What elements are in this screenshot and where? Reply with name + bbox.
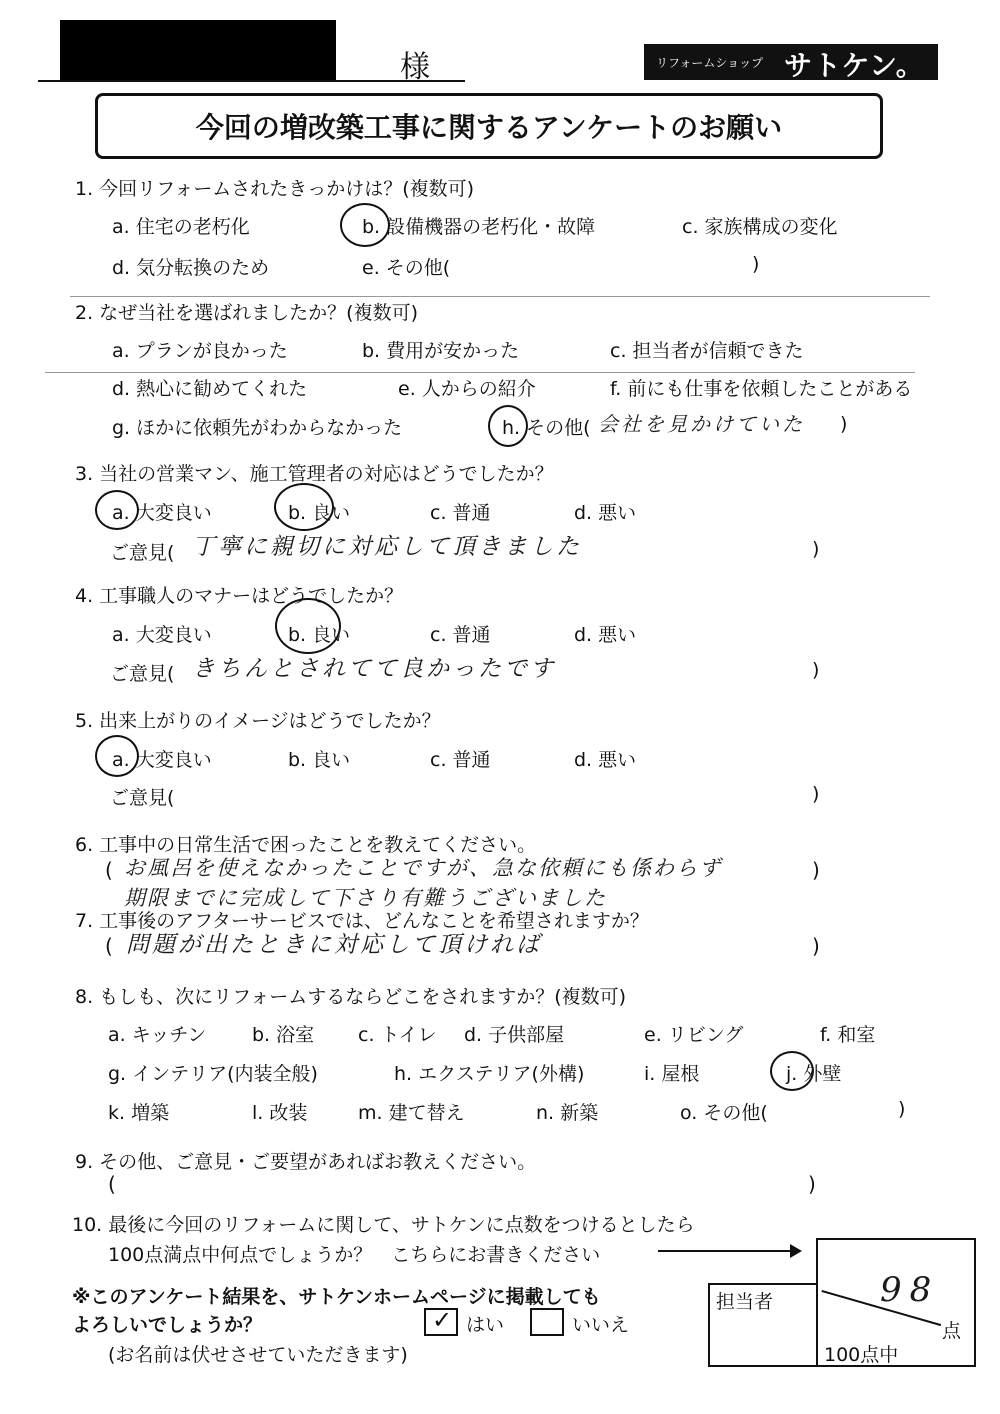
q2-option-g[interactable]: g. ほかに依頼先がわからなかった <box>112 417 403 439</box>
q8-option-n[interactable]: n. 新築 <box>536 1102 599 1124</box>
arrow-right-icon <box>790 1244 802 1258</box>
q8-option-o[interactable]: o. その他( <box>680 1102 768 1124</box>
q1-b-circle-mark <box>340 203 390 247</box>
q9-question: 9. その他、ご意見・ご要望があればお教えください。 <box>75 1151 537 1173</box>
q1-option-b[interactable]: b. 設備機器の老朽化・故障 <box>362 216 596 238</box>
q1-option-a[interactable]: a. 住宅の老朽化 <box>112 216 250 238</box>
consent-yes-label: はい <box>466 1314 505 1336</box>
q4-option-c[interactable]: c. 普通 <box>430 624 491 646</box>
score-of-label: 100点中 <box>824 1344 899 1366</box>
title-box <box>95 93 883 159</box>
q2-option-f[interactable]: f. 前にも仕事を依頼したことがある <box>610 378 913 400</box>
q2-option-c[interactable]: c. 担当者が信頼できた <box>610 340 804 362</box>
q2-option-e[interactable]: e. 人からの紹介 <box>398 378 536 400</box>
q3-opinion-label: ご意見( <box>110 542 175 564</box>
q7-question: 7. 工事後のアフターサービスでは、どんなことを希望されますか？ <box>75 910 649 932</box>
q8-option-g[interactable]: g. インテリア(内装全般) <box>108 1063 318 1085</box>
q1-option-d[interactable]: d. 気分転換のため <box>112 257 270 279</box>
q3-option-d[interactable]: d. 悪い <box>574 502 637 524</box>
q8-option-f[interactable]: f. 和室 <box>820 1024 876 1046</box>
q2-option-d[interactable]: d. 熱心に勧めてくれた <box>112 378 308 400</box>
q3-a-circle-mark <box>95 490 139 530</box>
q8-option-m[interactable]: m. 建て替え <box>358 1102 465 1124</box>
q6-open: ( <box>105 858 113 882</box>
q10-line2: 100点満点中何点でしょうか？ こちらにお書きください <box>108 1244 601 1266</box>
q5-option-c[interactable]: c. 普通 <box>430 749 491 771</box>
q8-option-d[interactable]: d. 子供部屋 <box>464 1024 565 1046</box>
q8-option-o-close: ) <box>898 1098 906 1120</box>
q5-opinion-close: ) <box>812 783 820 805</box>
q3-option-a[interactable]: a. 大変良い <box>112 502 212 524</box>
q8-option-k[interactable]: k. 増築 <box>108 1102 170 1124</box>
q2-option-a[interactable]: a. プランが良かった <box>112 340 288 362</box>
divider <box>45 372 915 373</box>
page-title: 今回の増改築工事に関するアンケートのお願い <box>195 111 783 144</box>
score-value: 98 <box>880 1270 940 1310</box>
q1-question: 1. 今回リフォームされたきっかけは？(複数可) <box>75 178 475 200</box>
logo-name: サトケン。 <box>784 49 925 82</box>
q4-option-d[interactable]: d. 悪い <box>574 624 637 646</box>
logo-subtitle: リフォームショップ <box>656 56 764 70</box>
q4-question: 4. 工事職人のマナーはどうでしたか？ <box>75 585 404 607</box>
q8-option-i[interactable]: i. 屋根 <box>644 1063 700 1085</box>
check-mark-icon: ✓ <box>432 1306 453 1334</box>
q2-h-circle-mark <box>488 405 528 447</box>
q4-option-b[interactable]: b. 良い <box>288 624 351 646</box>
divider <box>70 296 930 297</box>
q1-option-e[interactable]: e. その他( <box>362 257 451 279</box>
q8-option-a[interactable]: a. キッチン <box>108 1024 207 1046</box>
q4-opinion-label: ご意見( <box>110 663 175 685</box>
q1-option-c[interactable]: c. 家族構成の変化 <box>682 216 838 238</box>
q5-option-b[interactable]: b. 良い <box>288 749 351 771</box>
score-box[interactable] <box>816 1238 976 1367</box>
q3-option-b[interactable]: b. 良い <box>288 502 351 524</box>
q5-option-a[interactable]: a. 大変良い <box>112 749 212 771</box>
q8-option-l[interactable]: l. 改装 <box>252 1102 308 1124</box>
q8-option-h[interactable]: h. エクステリア(外構) <box>394 1063 585 1085</box>
score-unit: 点 <box>942 1320 962 1342</box>
q7-close: ) <box>812 934 820 958</box>
q6-close: ) <box>812 858 820 882</box>
q10-question: 10. 最後に今回のリフォームに関して、サトケンに点数をつけるとしたら <box>72 1214 695 1236</box>
q4-opinion-close: ) <box>812 659 820 681</box>
consent-line2: よろしいでしょうか？ <box>72 1314 263 1336</box>
q6-handwriting-line2: 期限までに完成して下さり有難うございました <box>124 886 607 910</box>
q2-h-handwriting: 会社を見かけていた <box>598 412 805 436</box>
arrow-line <box>658 1250 792 1252</box>
q3-b-circle-mark <box>274 483 334 531</box>
q5-opinion-label: ご意見( <box>110 787 175 809</box>
q8-option-j[interactable]: j. 外壁 <box>786 1063 842 1085</box>
q4-opinion-handwriting: きちんとされてて良かったです <box>192 656 556 682</box>
q9-open: ( <box>108 1172 116 1196</box>
consent-no-label: いいえ <box>572 1314 630 1336</box>
redacted-name <box>60 20 336 82</box>
q2-option-h-close: ) <box>840 413 848 435</box>
honorific: 様 <box>400 50 430 85</box>
consent-no-checkbox[interactable] <box>530 1308 564 1336</box>
q8-option-b[interactable]: b. 浴室 <box>252 1024 315 1046</box>
q5-a-circle-mark <box>95 735 139 777</box>
q9-close: ) <box>808 1172 816 1196</box>
q2-question: 2. なぜ当社を選ばれましたか？(複数可) <box>75 302 418 324</box>
consent-note: (お名前は伏せさせていただきます) <box>108 1344 408 1366</box>
q8-question: 8. もしも、次にリフォームするならどこをされますか？(複数可) <box>75 986 627 1008</box>
staff-label: 担当者 <box>716 1291 774 1313</box>
q5-question: 5. 出来上がりのイメージはどうでしたか？ <box>75 710 441 732</box>
q3-option-c[interactable]: c. 普通 <box>430 502 491 524</box>
q8-option-e[interactable]: e. リビング <box>644 1024 744 1046</box>
q3-opinion-close: ) <box>812 538 820 560</box>
q3-opinion-handwriting: 丁寧に親切に対応して頂きました <box>192 534 582 560</box>
q6-question: 6. 工事中の日常生活で困ったことを教えてください。 <box>75 834 537 856</box>
q6-handwriting-line1: お風呂を使えなかったことですが、急な依頼にも係わらず <box>124 856 722 880</box>
q4-option-a[interactable]: a. 大変良い <box>112 624 212 646</box>
q8-j-circle-mark <box>770 1051 814 1091</box>
q2-option-h[interactable]: h. その他( <box>502 417 591 439</box>
q3-question: 3. 当社の営業マン、施工管理者の対応はどうでしたか？ <box>75 463 554 485</box>
staff-box <box>708 1283 818 1367</box>
q4-b-circle-mark <box>275 598 341 654</box>
q8-option-c[interactable]: c. トイレ <box>358 1024 437 1046</box>
q1-option-e-close: ) <box>752 253 760 275</box>
company-logo <box>644 44 938 80</box>
consent-yes-checkbox[interactable] <box>424 1308 458 1336</box>
q2-option-b[interactable]: b. 費用が安かった <box>362 340 520 362</box>
consent-line1: ※このアンケート結果を、サトケンホームページに掲載しても <box>72 1286 601 1308</box>
q5-option-d[interactable]: d. 悪い <box>574 749 637 771</box>
q7-handwriting: 問題が出たときに対応して頂ければ <box>126 932 542 958</box>
q7-open: ( <box>105 934 113 958</box>
